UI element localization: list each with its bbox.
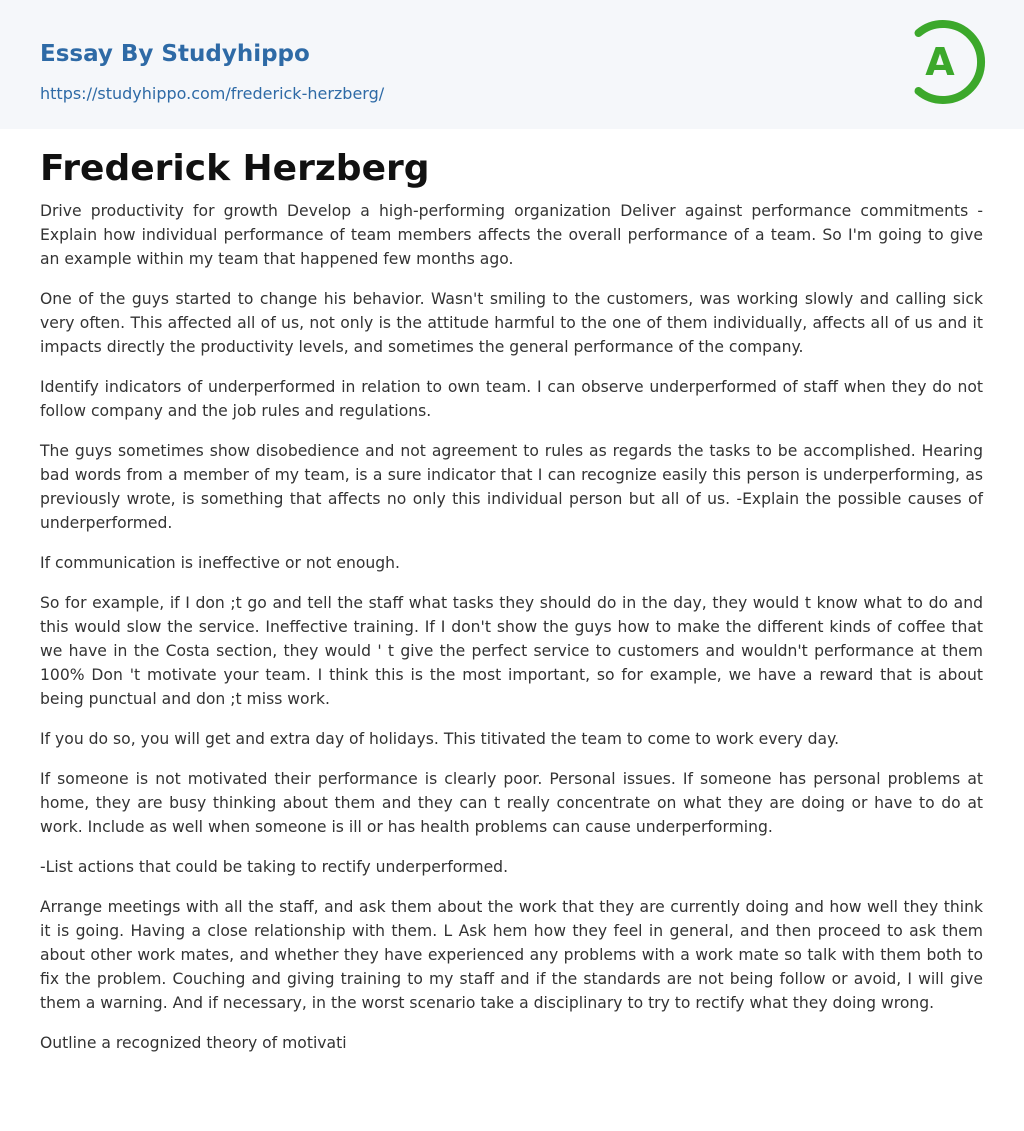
essay-content [0, 129, 1024, 1055]
studyhippo-logo[interactable] [912, 18, 988, 106]
page-title: Frederick Herzberg [40, 148, 430, 189]
essay-paragraph: If communication is ineffective or not enough. [40, 554, 400, 572]
essay-url-link[interactable]: https://studyhippo.com/frederick-herzberg/ [40, 84, 385, 103]
brand-title: Essay By Studyhippo [40, 41, 310, 67]
logo-letter: A [925, 40, 955, 84]
essay-paragraph: One of the guys started to change his behavior. Wasn't smiling to the customers, was working slowly and calling sick very often. This affected all of us, not only is the attitude harmful to the one of them individually, affects all of us and it impacts directly the productivity levels, and sometimes the general performance of the company. [40, 290, 983, 356]
essay-paragraph: Drive productivity for growth Develop a high-performing organization Deliver against performance commitments -Explain how individual performance of team members affects the overall performance of a team. So I'm going to give an example within my team that happened few months ago. [40, 202, 983, 268]
essay-paragraph: Arrange meetings with all the staff, and ask them about the work that they are currently doing and how well they think it is going. Having a close relationship with them. L Ask hem how they feel in general, and then proceed to ask them about other work mates, and whether they have experienced any problems with a work mate so talk with them both to fix the problem. Couching and giving training to my staff and if the standards are not being follow or avoid, I will give them a warning. And if necessary, in the worst scenario take a disciplinary to try to rectify what they doing wrong. [40, 898, 983, 1012]
essay-paragraph: So for example, if I don ;t go and tell the staff what tasks they should do in the day, they would t know what to do and this would slow the service. Ineffective training. If I don't show the guys how to make the different kinds of coffee that we have in the Costa section, they would ' t give the perfect service to customers and wouldn't performance at them 100% Don 't motivate your team. I think this is the most important, so for example, we have a reward that is about being punctual and don ;t miss work. [40, 594, 983, 708]
essay-paragraph: -List actions that could be taking to rectify underperformed. [40, 858, 509, 876]
essay-paragraph: Identify indicators of underperformed in relation to own team. I can observe underperformed of staff when they do not follow company and the job rules and regulations. [40, 378, 983, 420]
essay-paragraph: The guys sometimes show disobedience and not agreement to rules as regards the tasks to be accomplished. Hearing bad words from a member of my team, is a sure indicator that I can recognize easily this person is underperforming, as previously wrote, is something that affects no only this individual person but all of us. -Explain the possible causes of underperformed. [40, 442, 983, 532]
essay-paragraph: If you do so, you will get and extra day of holidays. This titivated the team to come to work every day. [40, 730, 840, 748]
essay-paragraph: Outline a recognized theory of motivati [40, 1034, 347, 1052]
essay-paragraph: If someone is not motivated their performance is clearly poor. Personal issues. If someone has personal problems at home, they are busy thinking about them and they can t really concentrate on what they are doing or have to do at work. Include as well when someone is ill or has health problems can cause underperforming. [40, 770, 983, 836]
site-header [0, 0, 1024, 129]
